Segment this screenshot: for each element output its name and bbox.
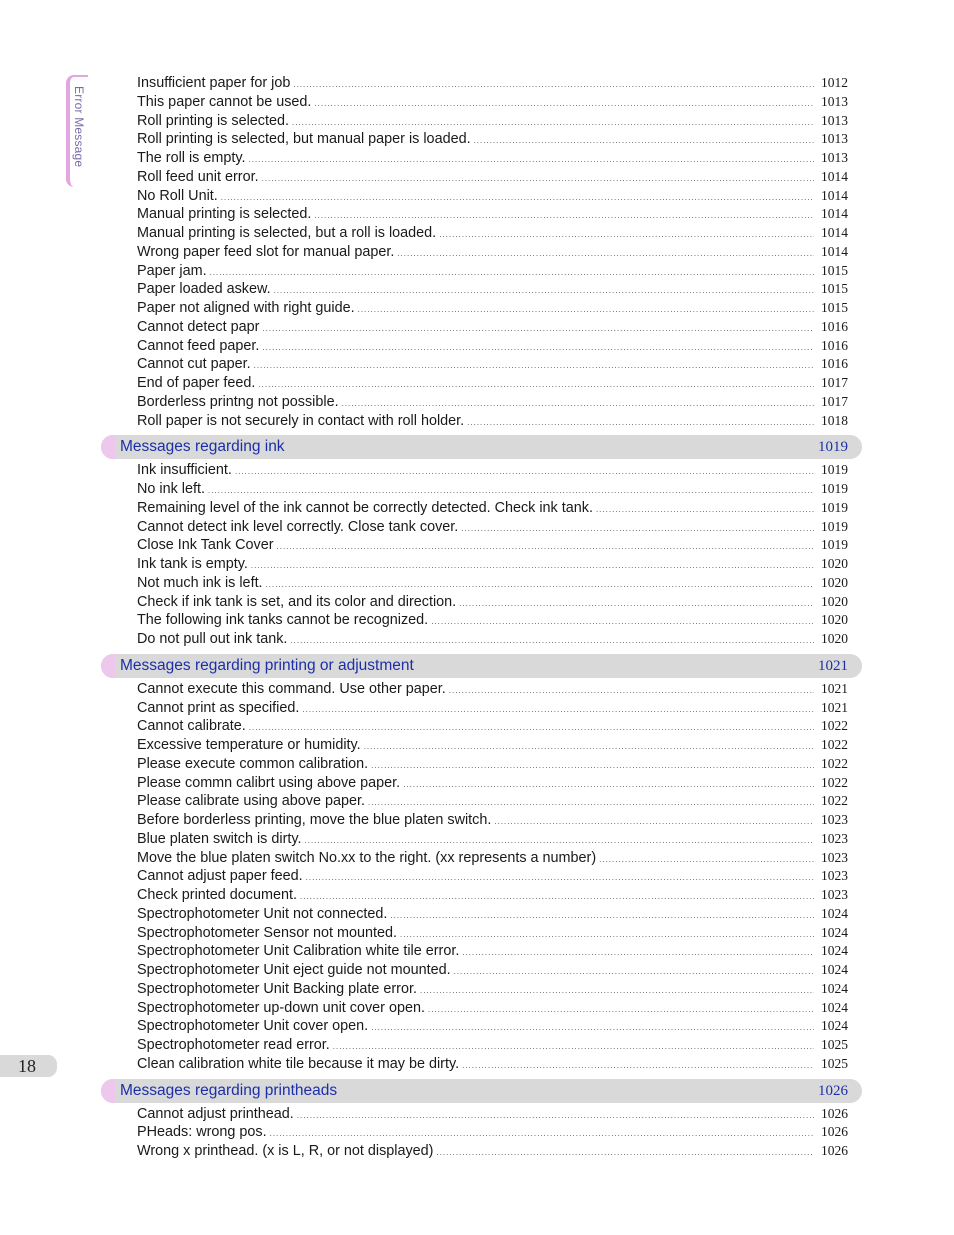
- toc-entry-page: 1017: [821, 393, 848, 409]
- toc-entry-page: 1021: [821, 680, 848, 696]
- toc-entry-title: Remaining level of the ink cannot be correctly detected. Check ink tank.: [137, 499, 593, 516]
- toc-entry[interactable]: [137, 979, 848, 998]
- toc-entry-title: Cannot detect papr: [137, 318, 260, 335]
- toc-entry-title: Cannot print as specified.: [137, 699, 300, 716]
- toc-entry[interactable]: [137, 1104, 848, 1123]
- toc-entry[interactable]: [137, 810, 848, 829]
- toc-entry-page: 1015: [821, 300, 848, 315]
- side-chapter-label: Error Message: [72, 86, 86, 168]
- toc-entry-page: 1025: [821, 1055, 848, 1071]
- toc-entry-page: 1014: [821, 206, 848, 222]
- toc-entry[interactable]: [137, 186, 848, 205]
- section-heading[interactable]: [101, 1079, 862, 1103]
- toc-entry[interactable]: [137, 848, 848, 867]
- section-heading-title: Messages regarding printing or adjustment: [120, 656, 414, 674]
- toc-entry-page: 1014: [821, 187, 848, 203]
- toc-entry[interactable]: [137, 829, 848, 848]
- toc-entry-title: Wrong x printhead. (x is L, R, or not displayed): [137, 1143, 434, 1159]
- toc-entry[interactable]: [137, 629, 848, 648]
- toc-entry-title: Cannot detect ink level correctly. Close tank cover.: [137, 518, 459, 535]
- dot-leader: [467, 413, 814, 432]
- toc-entry[interactable]: [137, 1141, 848, 1160]
- toc-entry[interactable]: [137, 354, 848, 373]
- toc-entry-page: 1023: [821, 868, 848, 884]
- toc-entry-title: This paper cannot be used.: [137, 93, 312, 110]
- toc-entry[interactable]: [137, 885, 848, 904]
- toc-entry-title: Close Ink Tank Cover: [137, 537, 274, 554]
- toc-entry-title: Move the blue platen switch No.xx to the right. (xx represents a number): [137, 849, 597, 866]
- toc-entry-page: 1025: [821, 1037, 848, 1052]
- toc-entry[interactable]: [137, 735, 848, 754]
- toc-entry-page: 1014: [821, 168, 848, 184]
- toc-entry-title: Manual printing is selected, but a roll is loaded.: [137, 225, 437, 241]
- toc-entry-title: Spectrophotometer Unit not connected.: [137, 905, 388, 922]
- toc-entry[interactable]: [137, 373, 848, 392]
- toc-entry-title: Please calibrate using above paper.: [137, 793, 366, 810]
- toc-entry-title: Spectrophotometer Sensor not mounted.: [137, 924, 397, 941]
- toc-entry-page: 1022: [821, 718, 848, 734]
- toc-entry[interactable]: [137, 129, 848, 148]
- toc-entry-page: 1022: [821, 737, 848, 752]
- toc-entry-title: No ink left.: [137, 481, 205, 497]
- toc-entry-title: Manual printing is selected.: [137, 206, 312, 223]
- toc-entry[interactable]: [137, 92, 848, 111]
- toc-entry-page: 1013: [821, 93, 848, 109]
- toc-entry[interactable]: [137, 773, 848, 792]
- toc-entry[interactable]: [137, 242, 848, 261]
- toc-entry-page: 1020: [821, 556, 848, 571]
- toc-entry-title: Spectrophotometer Unit Backing plate error.: [137, 980, 417, 997]
- toc-entry-title: Roll feed unit error.: [137, 168, 259, 185]
- dot-leader: [290, 631, 814, 650]
- toc-entry-title: Spectrophotometer read error.: [137, 1037, 330, 1053]
- toc-entry[interactable]: [137, 298, 848, 317]
- toc-entry-page: 1019: [821, 481, 848, 496]
- toc-entry-title: Roll printing is selected.: [137, 112, 289, 129]
- toc-entry[interactable]: [137, 223, 848, 242]
- toc-entry[interactable]: [137, 479, 848, 498]
- toc-entry-title: Cannot adjust printhead.: [137, 1105, 294, 1122]
- toc-entry-title: The following ink tanks cannot be recognized.: [137, 612, 429, 629]
- toc-entry-page: 1018: [821, 412, 848, 428]
- toc-entry-page: 1022: [821, 774, 848, 790]
- toc-entry-title: Ink insufficient.: [137, 462, 232, 479]
- section-heading-page: 1021: [818, 657, 848, 674]
- toc-entry-title: Ink tank is empty.: [137, 556, 248, 572]
- toc-entry-page: 1016: [821, 337, 848, 353]
- toc-entry[interactable]: [137, 610, 848, 629]
- toc-entry-page: 1024: [821, 905, 848, 921]
- toc-entry-page: 1016: [821, 356, 848, 372]
- toc-entry-page: 1026: [821, 1143, 848, 1158]
- section-heading[interactable]: [101, 654, 862, 678]
- toc-entry[interactable]: [137, 517, 848, 536]
- dot-leader: [462, 1056, 814, 1075]
- toc-entry-title: Roll paper is not securely in contact with roll holder.: [137, 412, 465, 429]
- toc-entry-page: 1026: [821, 1124, 848, 1140]
- toc-entry-page: 1015: [821, 262, 848, 278]
- toc-entry-page: 1019: [821, 537, 848, 553]
- toc-entry-page: 1020: [821, 574, 848, 590]
- toc-entry[interactable]: [137, 204, 848, 223]
- toc-entry-page: 1023: [821, 812, 848, 827]
- toc-entry[interactable]: [137, 554, 848, 573]
- toc-entry-title: Spectrophotometer up-down unit cover open.: [137, 999, 425, 1016]
- toc-entry-page: 1019: [821, 518, 848, 534]
- toc-entry-page: 1020: [821, 631, 848, 646]
- toc-entry-title: Cannot adjust paper feed.: [137, 868, 303, 885]
- toc-entry-title: Spectrophotometer Unit Calibration white tile error.: [137, 943, 460, 960]
- toc-entry[interactable]: [137, 167, 848, 186]
- toc-entry-title: Cannot cut paper.: [137, 356, 251, 373]
- toc-entry-title: Borderless printng not possible.: [137, 393, 339, 410]
- toc-entry-page: 1024: [821, 924, 848, 940]
- toc-entry-title: Please commn calibrt using above paper.: [137, 774, 401, 791]
- toc-entry-page: 1022: [821, 755, 848, 771]
- toc-entry[interactable]: [137, 679, 848, 698]
- toc-entry-page: 1024: [821, 999, 848, 1015]
- toc-entry-title: Please execute common calibration.: [137, 755, 369, 772]
- toc-entry-page: 1021: [821, 699, 848, 715]
- toc-entry-page: 1024: [821, 962, 848, 977]
- toc-entry[interactable]: [137, 73, 848, 92]
- section-heading[interactable]: [101, 435, 862, 459]
- toc-entry-title: Do not pull out ink tank.: [137, 631, 288, 647]
- toc-entry[interactable]: [137, 148, 848, 167]
- toc-entry[interactable]: [137, 1016, 848, 1035]
- toc-entry-page: 1019: [821, 499, 848, 515]
- toc-entry[interactable]: [137, 592, 848, 611]
- toc-entry[interactable]: [137, 998, 848, 1017]
- toc-entry-title: Insufficient paper for job: [137, 75, 291, 91]
- toc-entry[interactable]: [137, 317, 848, 336]
- toc-entry-page: 1015: [821, 281, 848, 297]
- toc-entry[interactable]: [137, 336, 848, 355]
- toc-entry[interactable]: [137, 1035, 848, 1054]
- toc-entry[interactable]: [137, 866, 848, 885]
- toc-entry-page: 1023: [821, 887, 848, 902]
- toc-entry-title: Before borderless printing, move the blue platen switch.: [137, 812, 492, 828]
- toc-entry-title: Check if ink tank is set, and its color and direction.: [137, 593, 457, 610]
- toc-entry-title: Excessive temperature or humidity.: [137, 737, 361, 753]
- toc-entry-title: Paper jam.: [137, 262, 207, 279]
- toc-entry-title: Spectrophotometer Unit eject guide not mounted.: [137, 962, 451, 978]
- toc-entry[interactable]: [137, 791, 848, 810]
- toc-entry-page: 1020: [821, 593, 848, 609]
- toc-entry-title: Cannot feed paper.: [137, 337, 260, 354]
- toc-entry-title: Wrong paper feed slot for manual paper.: [137, 243, 395, 260]
- toc-entry-title: The roll is empty.: [137, 150, 246, 166]
- toc-entry-title: Not much ink is left.: [137, 574, 263, 591]
- toc-entry[interactable]: [137, 111, 848, 130]
- toc-entry-title: No Roll Unit.: [137, 187, 218, 204]
- toc-entry[interactable]: [137, 411, 848, 430]
- toc-entry[interactable]: [137, 904, 848, 923]
- toc-entry-page: 1026: [821, 1105, 848, 1121]
- toc-entry-title: Roll printing is selected, but manual paper is loaded.: [137, 131, 471, 148]
- toc-entry-page: 1024: [821, 943, 848, 959]
- section-heading-page: 1026: [818, 1082, 848, 1099]
- section-heading-page: 1019: [818, 439, 848, 456]
- toc-entry[interactable]: [137, 698, 848, 717]
- toc-entry-page: 1020: [821, 612, 848, 628]
- toc-entry[interactable]: [137, 498, 848, 517]
- toc-entry[interactable]: [137, 754, 848, 773]
- toc-entry-title: Cannot calibrate.: [137, 718, 246, 735]
- toc-entry-title: Paper not aligned with right guide.: [137, 300, 355, 316]
- page-number: 18: [18, 1056, 36, 1076]
- toc-entry-page: 1014: [821, 225, 848, 240]
- toc-entry-page: 1023: [821, 830, 848, 846]
- toc-entry[interactable]: [137, 573, 848, 592]
- toc-entry-page: 1024: [821, 1018, 848, 1034]
- toc-entry-title: Spectrophotometer Unit cover open.: [137, 1018, 369, 1035]
- toc-entry-page: 1024: [821, 980, 848, 996]
- toc-entry-title: Check printed document.: [137, 887, 297, 903]
- toc-entry[interactable]: [137, 941, 848, 960]
- section-heading-title: Messages regarding ink: [120, 438, 285, 456]
- toc-entry-page: 1014: [821, 243, 848, 259]
- toc-entry-title: Paper loaded askew.: [137, 281, 271, 298]
- toc-entry-page: 1023: [821, 849, 848, 865]
- dot-leader: [436, 1143, 814, 1162]
- toc-entry-page: 1016: [821, 318, 848, 334]
- toc-entry[interactable]: [137, 392, 848, 411]
- toc-entry-page: 1013: [821, 131, 848, 147]
- toc-entry-title: Clean calibration white tile because it may be dirty.: [137, 1055, 460, 1072]
- toc-entry[interactable]: [137, 460, 848, 479]
- section-heading-title: Messages regarding printheads: [120, 1081, 338, 1099]
- toc-entry-page: 1013: [821, 150, 848, 165]
- toc-entry-page: 1017: [821, 375, 848, 390]
- toc-entry-title: Cannot execute this command. Use other paper.: [137, 680, 446, 697]
- toc-entry-title: Blue platen switch is dirty.: [137, 830, 302, 847]
- toc-entry-page: 1022: [821, 793, 848, 809]
- toc-entry[interactable]: [137, 261, 848, 280]
- toc-entry[interactable]: [137, 716, 848, 735]
- toc-entry[interactable]: [137, 279, 848, 298]
- toc-entry[interactable]: [137, 1054, 848, 1073]
- toc-entry-page: 1019: [821, 462, 848, 478]
- toc-entry[interactable]: [137, 923, 848, 942]
- toc-entry[interactable]: [137, 1122, 848, 1141]
- toc-entry[interactable]: [137, 535, 848, 554]
- toc-entry-page: 1012: [821, 75, 848, 90]
- toc-entry-title: End of paper feed.: [137, 375, 256, 391]
- toc-entry-title: PHeads: wrong pos.: [137, 1124, 267, 1141]
- toc-entry[interactable]: [137, 960, 848, 979]
- toc-entry-page: 1013: [821, 112, 848, 128]
